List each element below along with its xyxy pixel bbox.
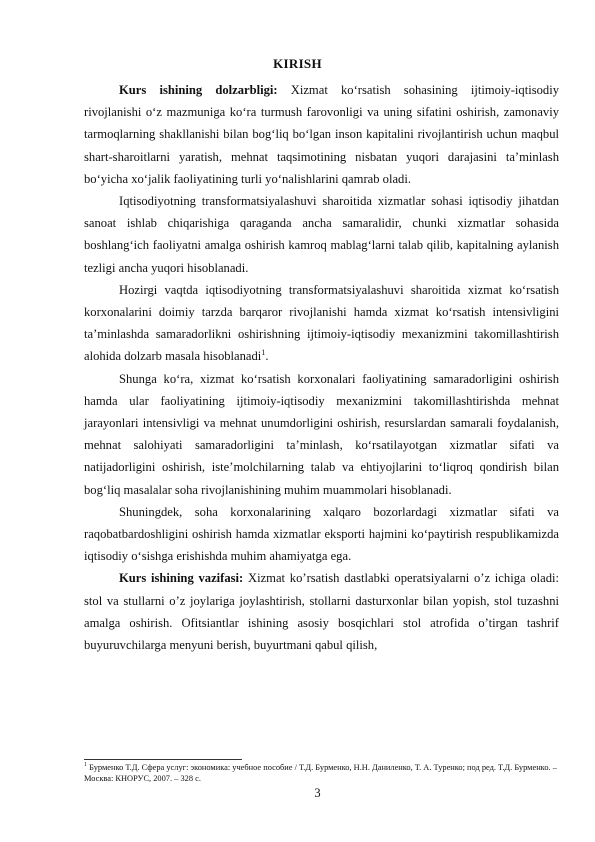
- paragraph-text: Xizmat ko‘rsatish sohasining ijtimoiy-iqtisodiy rivojlanishi o‘z mazmuniga ko‘ra turmush farovonligi va uning sifatini oshirish, zamonaviy tarmoqlarning shakllanishi bilan bog‘liq bo‘lgan inson kapitalini rivojlantirish uchun maqbul shart-sharoitlarni yaratish, mehnat taqsimotining nisbatan yuqori darajasini ta’minlash bo‘yicha xo‘jalik faoliyatining turli yo‘nalishlarini qamrab oladi.: [84, 83, 560, 186]
- paragraph-text: Iqtisodiyotning transformatsiyalashuvi sharoitida xizmatlar sohasi iqtisodiy jihatdan sanoat ishlab chiqarishiga qaraganda ancha samaralidir, chunki xizmatlar sohasida boshlang‘ich faoliyatni amalga oshirish kamroq mablag‘larni talab qilib, kapitalning aylanish tezligi ancha yuqori hisoblanadi.: [84, 194, 559, 275]
- paragraph-text: Shuningdek, soha korxonalarining xalqaro bozorlardagi xizmatlar sifati va raqobatbardoshligini oshirish hamda xizmatlar eksporti hajmini ko‘paytirish respublikamizda iqtisodiy o‘sishga erishishda muhim ahamiyatga ega.: [84, 504, 559, 564]
- paragraph-relevance: [84, 79, 559, 190]
- paragraph-text: Hozirgi vaqtda iqtisodiyotning transformatsiyalashuvi sharoitida xizmat ko‘rsatish korxonalarini doimiy tarzda barqaror rivojlanishi hamda xizmat ko‘rsatish intensivligini ta’minlashda samaradorlikni oshirishning ijtimoiy-iqtisodiy mexanizmini takomillashtirish alohida dolzarb masala hisoblanadi: [84, 282, 559, 364]
- body-text: [84, 79, 559, 656]
- paragraph: [84, 368, 559, 501]
- footnote-mark: 1: [84, 762, 87, 769]
- paragraph-text: Xizmat ko’rsatish dastlabki operatsiyalarni o’z ichiga oladi: stol va stullarni o’z joylariga joylashtirish, stollarni dasturxonlar bilan yopish, stol tuzashni amalga oshirish. Ofitsiantlar ishining asosiy bosqichlari stol atrofida o’tirgan tashrif buyuruvchilarga menyuni berish, buyurtmani qabul qilish,: [84, 571, 559, 653]
- footnote-separator: [84, 759, 242, 760]
- footnote: [84, 762, 559, 784]
- paragraph: [84, 501, 559, 568]
- paragraph-text: Shunga ko‘ra, xizmat ko‘rsatish korxonalari faoliyatining samaradorligini oshirish hamda ular faoliyatining ijtimoiy-iqtisodiy mexanizmini takomillashtirishda mehnat jarayonlari intensivligi va mehnat unumdorligini oshirish, resurslardan samarali foydalanish, mehnat salohiyati samaradorligini ta’minlash, ko‘rsatilayotgan xizmatlar sifati va natijadorligini oshirish, iste’molchilarning talab va ehtiyojlarini to‘liqroq qondirish bilan bog‘liq masalalar soha rivojlanishining muhim muammolari hisoblanadi.: [84, 371, 559, 497]
- paragraph-lead: Kurs ishining dolzarbligi:: [119, 83, 278, 97]
- page-number: 3: [314, 786, 321, 800]
- footnote-text: Бурменко Т.Д. Сфера услуг: экономика: учебное пособие / Т.Д. Бурменко, Н.Н. Даниленко, Т. А. Туренко; под ред. Т.Д. Бурменко. – Москва: КНОРУС, 2007. – 328 с.: [84, 763, 557, 783]
- paragraph-tail: .: [265, 349, 269, 364]
- section-heading: KIRISH: [273, 56, 322, 71]
- paragraph-lead: Kurs ishining vazifasi:: [119, 571, 244, 586]
- footnote-reference[interactable]: 1: [261, 348, 266, 358]
- paragraph: [84, 190, 559, 279]
- paragraph-tasks: [84, 567, 559, 656]
- paragraph: [84, 279, 559, 368]
